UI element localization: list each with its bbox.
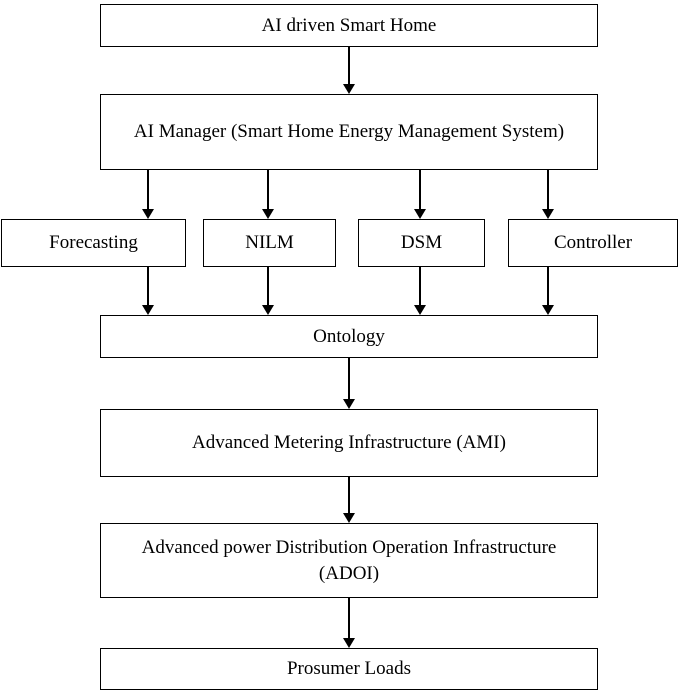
arrow-ai-manager-to-forecasting (147, 170, 149, 209)
arrow-dsm-to-ontology (419, 267, 421, 305)
arrow-ai-manager-to-controller (547, 170, 549, 209)
node-prosumer-loads (100, 648, 598, 690)
node-nilm (203, 219, 336, 267)
node-ai-manager-label: AI Manager (Smart Home Energy Management System) (133, 121, 565, 143)
node-prosumer-loads-label: Prosumer Loads (286, 658, 411, 680)
arrow-forecasting-to-ontology (147, 267, 149, 305)
node-ontology-label: Ontology (313, 325, 385, 347)
node-ami-label: Advanced Metering Infrastructure (AMI) (192, 432, 506, 454)
node-ontology (100, 315, 598, 358)
node-adoi (100, 523, 598, 598)
arrow-nilm-to-ontology (267, 267, 269, 305)
node-dsm-label: DSM (400, 232, 443, 254)
node-controller (508, 219, 678, 267)
node-dsm (358, 219, 485, 267)
arrow-controller-to-ontology (547, 267, 549, 305)
arrow-smart-home-to-ai-manager (348, 47, 350, 84)
arrow-ai-manager-to-dsm (419, 170, 421, 209)
node-nilm-label: NILM (245, 232, 294, 254)
node-ami (100, 409, 598, 477)
arrow-ontology-to-ami (348, 358, 350, 399)
arrow-adoi-to-prosumer-loads (348, 598, 350, 638)
node-controller-label: Controller (553, 232, 633, 254)
node-adoi-label: Advanced power Distribution Operation Infrastructure (ADOI) (141, 536, 557, 584)
node-ai-driven-smart-home-label: AI driven Smart Home (261, 14, 437, 36)
node-forecasting (1, 219, 186, 267)
node-ai-driven-smart-home (100, 4, 598, 47)
arrow-ami-to-adoi (348, 477, 350, 513)
node-ai-manager (100, 94, 598, 170)
node-forecasting-label: Forecasting (49, 232, 138, 254)
arrow-ai-manager-to-nilm (267, 170, 269, 209)
